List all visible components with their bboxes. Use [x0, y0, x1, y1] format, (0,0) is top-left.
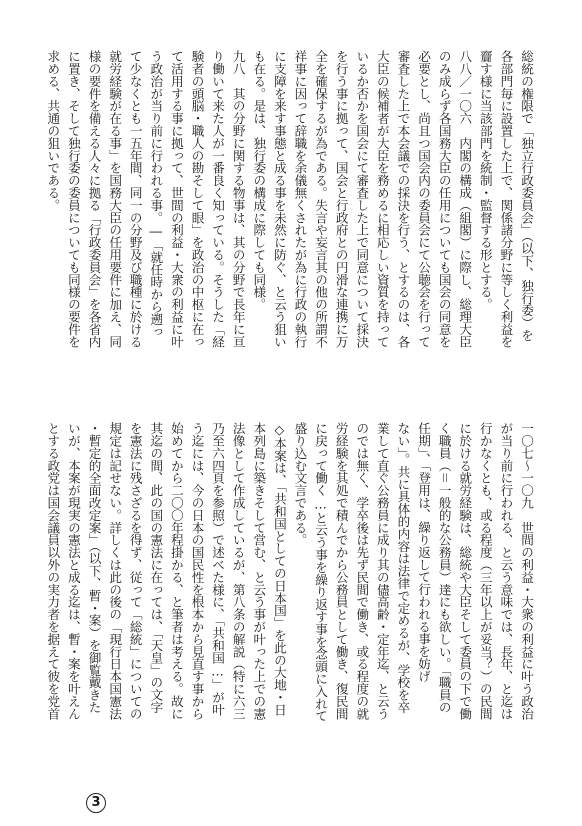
text-column: て少なくとも一五年間、同一の分野及び職種に於ける	[127, 50, 143, 348]
text-column: ◇本案は、「共和国としての日本国」を此の大地・日	[271, 422, 287, 716]
text-column: ・暫定的全面改定案」（以下、暫・案）を御覧戴きた	[86, 422, 102, 714]
text-column: 求める、共通の狙いである。	[45, 50, 61, 212]
text-column: 其迄の間、此の国の憲法に在っては、「天皇」の文字	[148, 422, 164, 714]
text-column: 大臣の候補者が大臣を務めるに相応しい資質を持って	[374, 50, 390, 348]
text-column: て活用する事に拠って、世間の利益・大衆の利益に叶	[168, 50, 184, 348]
page-number: 3	[86, 793, 106, 813]
text-column: に置き、そして独行委の委員についても同様の要件を	[65, 50, 81, 348]
text-column: 就労経験が在る事」を国務大臣の任用要件に加え、同	[107, 50, 123, 348]
text-column: 齎す様に当該部門を統制・監督する形とする。	[477, 50, 493, 311]
lower-text-block	[45, 422, 536, 744]
text-column: 本列島に築きそして営む、と云う事が叶った上での憲	[251, 422, 267, 720]
text-column: のでは無く、学卒後は先ず民間で働き、或る程度の就	[354, 422, 370, 720]
text-column: う迄には、今の日本の国民性を根本から見直す事から	[189, 422, 205, 720]
text-column: 労経験を其処で積んでから公務員として働き、復民間	[333, 422, 349, 720]
text-column: 審査した上で本会議での採決を行う、とするのは、各	[395, 50, 411, 348]
text-column: 一〇七～一〇九 世間の利益・大衆の利益に叶う政治	[519, 422, 534, 720]
text-column: に於ける就労経験は、総統や大臣そして委員の下で働	[457, 422, 473, 720]
text-column: 規定は記せない。詳しくは此の後の「現行日本国憲法	[107, 422, 123, 720]
text-column: 験者の頭脳・職人の勘そして眼」を政治の中枢に在っ	[189, 50, 205, 348]
upper-text-block	[45, 50, 536, 368]
text-column: 行かなくとも、或る程度（三年以上が妥当？）の民間	[477, 422, 493, 720]
text-column: 八八／一〇六 内閣の構成（組閣）に際し、総理大臣	[457, 50, 473, 348]
text-column: 盛り込む文言である。	[292, 422, 308, 546]
text-column: 総統の権限で「独立行政委員会」（以下、独行委）を	[519, 50, 534, 342]
text-column: を行う事に拠って、国会と行政府との円滑な連携に万	[333, 50, 349, 348]
text-column: とする政党は国会議員以外の実力者を据えて彼を党首	[45, 422, 61, 720]
text-column: に戻って働く…と云う事を繰り返す事を念頭に入れて	[313, 422, 329, 722]
text-column: 必要とし、尚且つ国会内の委員会にて公聴会を行って	[416, 50, 432, 348]
text-column: 様の要件を備える人々に拠る「行政委員会」を各省内	[86, 50, 102, 348]
text-column: 全を確保するが為である。失言や妄言其の他の所謂不	[313, 50, 329, 348]
text-column: 任期」、「登用は、繰り返して行われる事を妨げ	[416, 422, 432, 683]
text-column: 祥事に因って辞職を余儀無くされたが為に行政の執行	[292, 50, 308, 348]
text-column: く職員（＝一般的な公務員）達にも欲しい。「職員の	[436, 422, 452, 714]
text-column: 各部門毎に設置した上で、関係諸分野に等しく利益を	[498, 50, 514, 348]
text-column: いるか否かを国会にて審査した上で同意について採決	[354, 50, 370, 348]
text-column: ない」。共に具体的内容は法律で定めるが、学校を卒	[395, 422, 411, 714]
text-column: う政治が当り前に行われる事。―「就任時から遡っ	[148, 50, 164, 338]
text-column: が当り前に行われる、と云う意味では、長年、と迄は	[498, 422, 514, 720]
text-column: を憲法に残さざるを得ず、従って「総統」についての	[127, 422, 143, 720]
text-column: 乃至六四頁を参照）で述べた様に、「共和国…」が叶	[210, 422, 226, 716]
text-column: り働いて来た人が一番良く知っている。そうした「経	[210, 50, 226, 348]
text-column: も在る。是は、独行委の構成に際しても同様。	[251, 50, 267, 311]
text-column: いが、本案が現実の憲法と成る迄は、暫・案を叶えん	[65, 422, 81, 720]
text-column: 法像として作成しているが、第八条の解説（特に六三	[230, 422, 246, 720]
text-column: 始めてから二〇〇年程掛かる、と筆者は考える。故に	[168, 422, 184, 720]
text-column: 九八 其の分野に関する物事は、其の分野で長年に亘	[230, 50, 246, 348]
text-column: 業して直ぐ公務員に成り其の儘高齢・定年迄、と云う	[374, 422, 390, 720]
text-column: のみ成らず各国務大臣の任用についても国会の同意を	[436, 50, 452, 348]
text-column: に支障を来す事態と成る事を未然に防ぐ、と云う狙い	[271, 50, 287, 348]
